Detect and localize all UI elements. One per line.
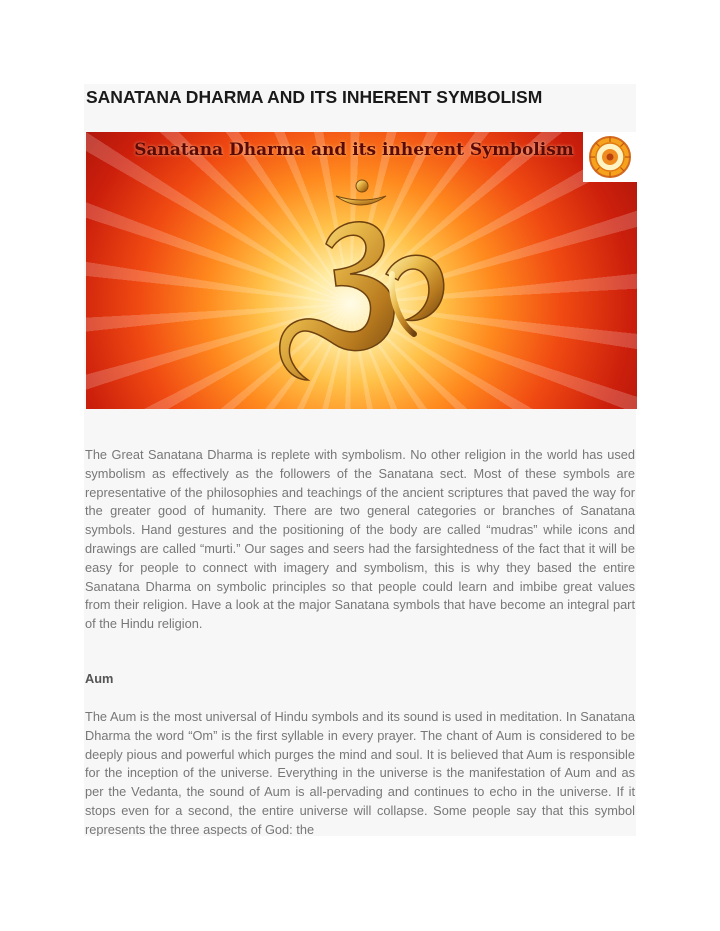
page-title: SANATANA DHARMA AND ITS INHERENT SYMBOLISM: [86, 87, 543, 107]
section-heading-aum: Aum: [85, 671, 114, 686]
aum-paragraph: The Aum is the most universal of Hindu symbols and its sound is used in meditation. In Sanatana Dharma the word “Om” is the first syllable in every prayer. The chant of Aum is considered to be deeply pious and powerful which purges the mind and soul. It is believed that Aum is responsible for the inception of the universe. Everything in the universe is the manifestation of Aum and as per the Vedanta, the sound of Aum is all-pervading and continues to echo in the universe. If it stops even for a second, the entire universe will collapse. Some people say that this symbol represents the three aspects of God: the: [85, 709, 635, 836]
emblem-logo-icon: [583, 132, 637, 182]
banner-title: Sanatana Dharma and its inherent Symbolism: [134, 140, 574, 160]
intro-paragraph: The Great Sanatana Dharma is replete with symbolism. No other religion in the world has used symbolism as effectively as the followers of the Sanatana sect. Most of these symbols are representative of the philosophies and teachings of the ancient scriptures that paved the way for the greater good of humanity. There are two general categories or branches of Sanatana symbols. Hand gestures and the positioning of the body are called “mudras” while icons and drawings are called “murti.” Our sages and seers had the farsightedness of the fact that it will be easy for people to connect with imagery and symbolism, this is why they based the entire Sanatana Dharma on symbolic principles so that people could learn and imbibe great values from their religion. Have a look at the major Sanatana symbols that have become an integral part of the Hindu religion.: [85, 447, 635, 632]
banner-image: [86, 132, 637, 409]
om-symbol-icon: [266, 174, 466, 394]
